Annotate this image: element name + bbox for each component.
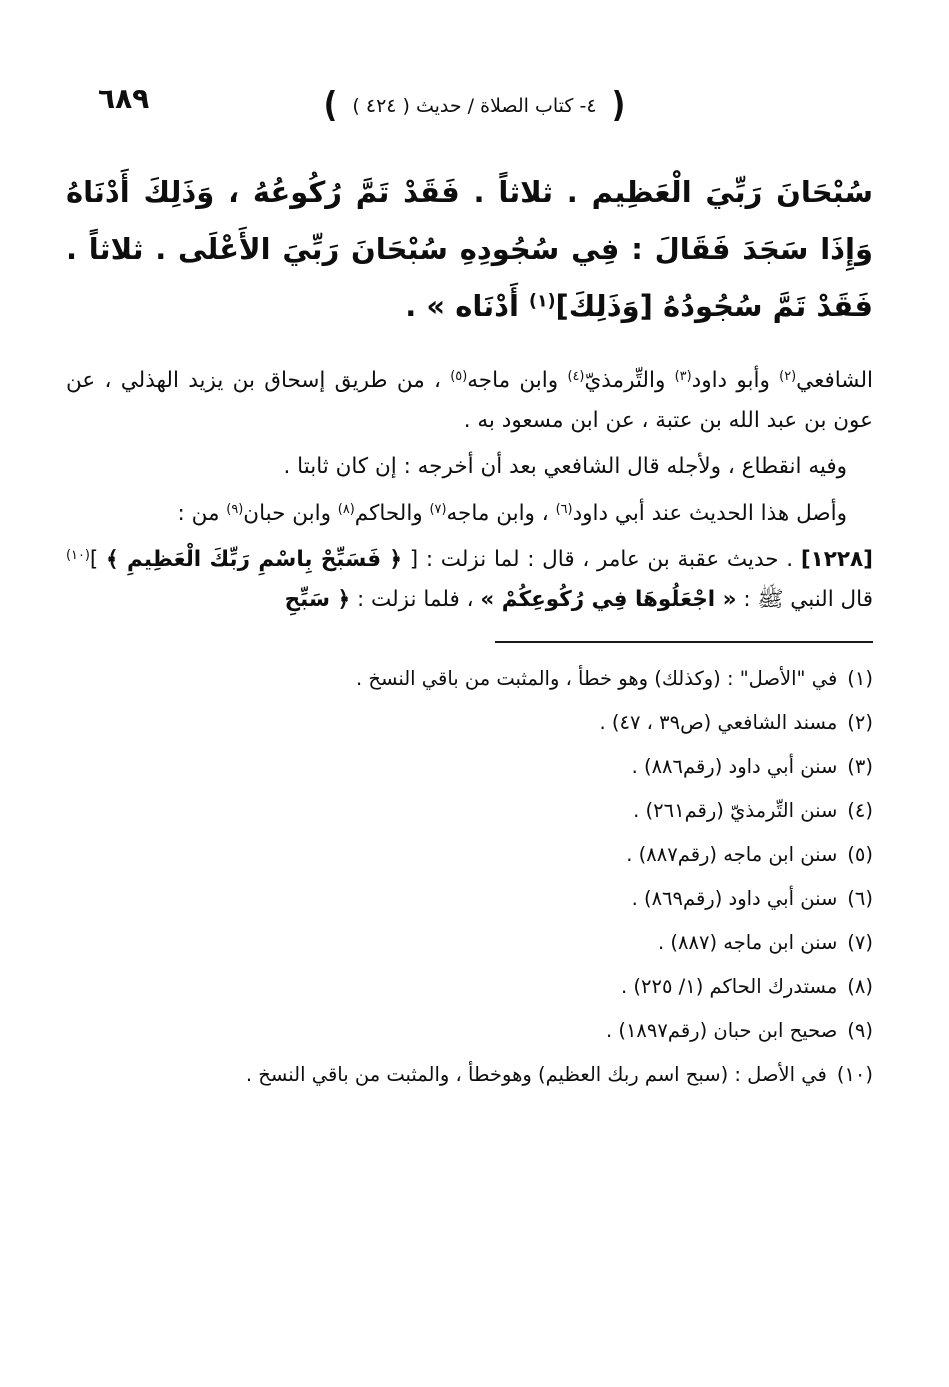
page-number: ٦٨٩ xyxy=(98,82,150,115)
footnote-ref: (٦) xyxy=(555,501,573,517)
footnote-marker: (٤) xyxy=(847,799,873,822)
text-run: قال النبي ﷺ : xyxy=(736,586,873,612)
footnote-text: مستدرك الحاكم (١/ ٢٢٥) . xyxy=(620,975,838,998)
footnote-ref: (٧) xyxy=(429,501,447,517)
chapter-header xyxy=(0,84,949,126)
footnote-text: مسند الشافعي (ص٣٩ ، ٤٧) . xyxy=(599,711,838,734)
text-run: الشافعي xyxy=(796,368,873,393)
footnote-marker: (٨) xyxy=(847,975,873,998)
footnote xyxy=(66,877,873,921)
text-run: والتِّرمذيّ xyxy=(584,368,675,393)
footnote-ref: (٤) xyxy=(567,368,585,384)
text-run: سُبْحَانَ رَبِّيَ الْعَظِيم . ثلاثاً . فَقَدْ تَمَّ رُكُوعُهُ ، وَذَلِكَ أَدْنَاهُ وَإِذَا سَجَدَ فَقَالَ : فِي سُجُودِهِ سُبْحَانَ رَبِّيَ الأَعْلَى . ثلاثاً . فَقَدْ تَمَّ سُجُودُهُ [وَذَلِكَ] xyxy=(66,175,873,323)
footnote xyxy=(66,1009,873,1053)
text-run: . حديث عقبة بن عامر ، قال : لما نزلت : [ xyxy=(402,547,801,572)
footnote-text: سنن التِّرمذيّ (رقم٢٦١) . xyxy=(633,799,838,822)
footnote-text: في الأصل : (سبح اسم ربك العظيم) وهوخطأ ، والمثبت من باقي النسخ . xyxy=(245,1063,827,1086)
text-run: ﴿ فَسَبِّحْ بِاسْمِ رَبِّكَ الْعَظِيمِ ﴾ xyxy=(106,547,403,572)
header-bracket-right-icon: ) xyxy=(611,84,626,126)
footnote-marker: (١) xyxy=(847,667,873,690)
page-header xyxy=(0,82,949,128)
hadith-text xyxy=(66,164,873,335)
footnote-ref: (١٠) xyxy=(66,547,90,563)
text-run: ﴿ سَبِّحِ xyxy=(284,586,351,612)
text-run: ، وابن ماجه xyxy=(446,500,556,526)
text-run: من : xyxy=(177,500,227,526)
hadith-1228-paragraph xyxy=(66,540,873,619)
text-run: أَدْنَاه » . xyxy=(405,289,530,323)
footnote xyxy=(66,833,873,877)
footnote-ref: (٢) xyxy=(779,368,797,384)
text-run: ، من طريق إسحاق بن يزيد الهذلي ، عن عون بن عبد الله بن عتبة ، عن ابن مسعود به . xyxy=(66,368,873,433)
footnote-text: سنن أبي داود (رقم٨٦٩) . xyxy=(631,887,838,910)
footnote xyxy=(66,745,873,789)
page-content xyxy=(66,164,873,1097)
origin-paragraph xyxy=(66,494,873,534)
comment-paragraph xyxy=(66,447,873,487)
footnote-marker: (٩) xyxy=(847,1019,873,1042)
text-run: وأصل هذا الحديث عند أبي داود xyxy=(572,500,847,526)
footnote xyxy=(66,789,873,833)
footnotes-section xyxy=(66,657,873,1097)
footnote xyxy=(66,965,873,1009)
footnote xyxy=(66,921,873,965)
footnote-ref: (٩) xyxy=(226,501,244,517)
text-run: وفيه انقطاع ، ولأجله قال الشافعي بعد أن أخرجه : إن كان ثابتا . xyxy=(283,454,847,479)
footnote-text: صحيح ابن حبان (رقم١٨٩٧) . xyxy=(605,1019,838,1042)
footnote-marker: (٦) xyxy=(847,887,873,910)
text-run: ، فلما نزلت : xyxy=(350,586,481,612)
footnote-ref: (٨) xyxy=(337,501,355,517)
text-run: والحاكم xyxy=(354,500,430,526)
footnote-ref: (٥) xyxy=(450,368,468,384)
chapter-title: ٤- كتاب الصلاة / حديث ( ٤٢٤ ) xyxy=(352,95,597,117)
footnote xyxy=(66,1053,873,1097)
footnote-text: سنن ابن ماجه (رقم٨٨٧) . xyxy=(626,843,838,866)
footnote-ref: (١) xyxy=(529,291,556,312)
footnote-ref: (٣) xyxy=(674,368,692,384)
text-run: ] xyxy=(89,547,107,572)
footnote-marker: (١٠) xyxy=(836,1063,873,1086)
takhrij-paragraph xyxy=(66,361,873,440)
footnote-text: سنن ابن ماجه (٨٨٧) . xyxy=(658,931,838,954)
text-run: وأبو داود xyxy=(691,368,780,393)
footnote-marker: (٥) xyxy=(847,843,873,866)
footnote-text: سنن أبي داود (رقم٨٨٦) . xyxy=(631,755,838,778)
footnote-text: في "الأصل" : (وكذلك) وهو خطأ ، والمثبت من باقي النسخ . xyxy=(355,667,838,690)
text-run: وابن حبان xyxy=(243,500,338,526)
footnote xyxy=(66,701,873,745)
footnote-marker: (٣) xyxy=(847,755,873,778)
footnote xyxy=(66,657,873,701)
text-run: « اجْعَلُوهَا فِي رُكُوعِكُمْ » xyxy=(480,586,737,612)
text-run: وابن ماجه xyxy=(467,368,568,393)
text-run: [١٢٢٨] xyxy=(800,547,873,572)
footnote-separator xyxy=(495,641,873,643)
footnote-marker: (٢) xyxy=(847,711,873,734)
header-bracket-left-icon: ( xyxy=(323,84,338,126)
footnote-marker: (٧) xyxy=(847,931,873,954)
